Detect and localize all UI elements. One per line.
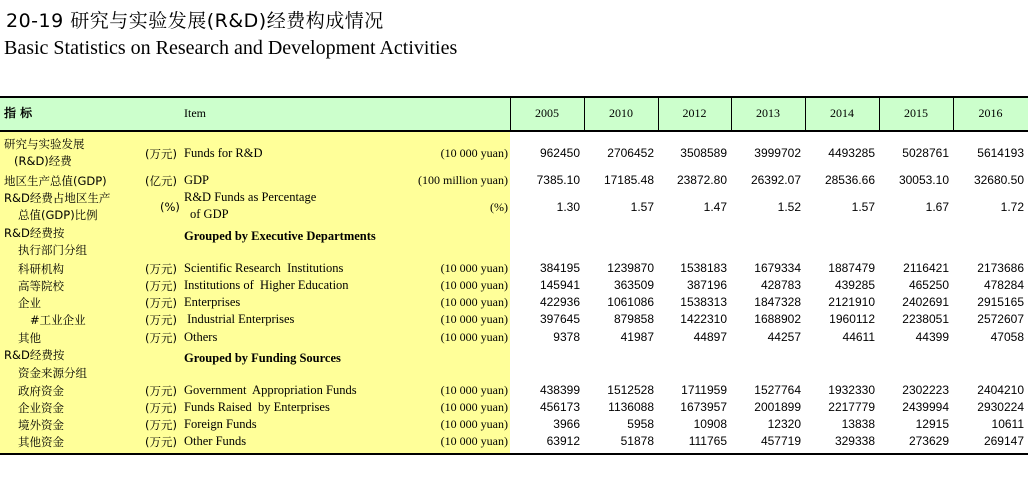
table-cell-value: 5028761 <box>902 145 949 160</box>
table-cell-value: 1527764 <box>754 383 801 397</box>
table-cell-value: 2302223 <box>902 383 949 397</box>
row-unit-english: (10 000 yuan) <box>440 383 508 397</box>
table-cell-value: 962450 <box>539 145 580 160</box>
table-cell-value: 17185.48 <box>603 172 654 187</box>
table-cell-value: 41987 <box>620 330 654 344</box>
table-cell-value: 4493285 <box>828 145 875 160</box>
table-cell-value: 439285 <box>834 278 875 292</box>
row-label-chinese: 境外资金 <box>18 418 64 432</box>
header-indicator: 指 标 <box>4 106 33 120</box>
row-label-chinese: 其他 <box>18 331 41 345</box>
table-cell-value: 1.30 <box>556 199 580 214</box>
row-label-chinese: 资金来源分组 <box>18 365 87 380</box>
table-cell-value: 422936 <box>539 295 580 309</box>
row-label-english: Institutions of Higher Education <box>184 278 349 292</box>
row-unit-chinese: (亿元) <box>145 173 177 188</box>
table-cell-value: 3999702 <box>754 145 801 160</box>
table-cell-value: 329338 <box>834 434 875 448</box>
table-cell-value: 30053.10 <box>898 172 949 187</box>
row-label-chinese: 执行部门分组 <box>18 243 87 257</box>
table-cell-value: 5614193 <box>977 145 1024 160</box>
table-row <box>0 329 1028 346</box>
row-unit-chinese: (万元) <box>145 313 177 327</box>
table-cell-value: 1847328 <box>754 295 801 309</box>
table-cell-value: 26392.07 <box>750 172 801 187</box>
table-cell-value: 23872.80 <box>676 172 727 187</box>
table-cell-value: 47058 <box>990 330 1024 344</box>
row-unit-english: (10 000 yuan) <box>440 261 508 275</box>
table-cell-value: 10611 <box>991 417 1024 431</box>
table-cell-value: 2238051 <box>902 312 949 326</box>
table-cell-value: 51878 <box>620 434 654 448</box>
row-label-english: Industrial Enterprises <box>184 312 295 326</box>
row-unit-english: (10 000 yuan) <box>440 434 508 448</box>
table-row <box>0 294 1028 311</box>
table-cell-value: 13838 <box>841 417 875 431</box>
row-label-chinese: 总值(GDP)比例 <box>18 208 98 222</box>
row-label-english: R&D Funds as Percentage <box>184 190 317 204</box>
table-cell-value: 1422310 <box>680 312 727 326</box>
header-year: 2014 <box>830 106 854 120</box>
table-cell-value: 363509 <box>613 278 654 292</box>
table-cell-value: 1.72 <box>1000 199 1024 214</box>
row-unit-english: (10 000 yuan) <box>440 330 508 344</box>
row-label-chinese: 企业资金 <box>18 401 64 415</box>
row-unit-english: (10 000 yuan) <box>440 400 508 414</box>
table-cell-value: 7385.10 <box>536 172 580 187</box>
row-unit-chinese: (万元) <box>145 146 177 161</box>
table-cell-value: 32680.50 <box>973 172 1024 187</box>
table-row <box>0 171 1028 189</box>
table-cell-value: 44257 <box>767 330 801 344</box>
table-cell-value: 9378 <box>553 330 580 344</box>
table-cell-value: 1.57 <box>630 199 654 214</box>
table-cell-value: 12915 <box>915 417 949 431</box>
table-cell-value: 457719 <box>760 434 801 448</box>
table-cell-value: 1679334 <box>754 261 801 275</box>
row-unit-chinese: (万元) <box>145 435 177 449</box>
table-cell-value: 2404210 <box>977 383 1024 397</box>
table-cell-value: 1538313 <box>680 295 727 309</box>
row-label-english: Scientific Research Institutions <box>184 261 344 275</box>
table-cell-value: 1.47 <box>703 199 727 214</box>
row-unit-english: (100 million yuan) <box>418 172 508 187</box>
row-label-chinese: 政府资金 <box>18 384 64 398</box>
table-cell-value: 2439994 <box>902 400 949 414</box>
section-row <box>0 225 1028 259</box>
header-year: 2016 <box>978 106 1003 120</box>
table-row <box>0 190 1028 224</box>
table-cell-value: 44399 <box>915 330 949 344</box>
table-cell-value: 1239870 <box>607 261 654 275</box>
table-cell-value: 1.57 <box>851 199 875 214</box>
row-label-english: Funds Raised by Enterprises <box>184 400 330 414</box>
row-label-chinese: 企业 <box>18 296 41 310</box>
table-cell-value: 397645 <box>539 312 580 326</box>
row-label-chinese: 高等院校 <box>18 279 64 293</box>
row-label-english: Grouped by Funding Sources <box>184 351 341 365</box>
row-label-chinese: R&D经费按 <box>4 226 65 240</box>
table-cell-value: 438399 <box>539 383 580 397</box>
row-unit-english: (10 000 yuan) <box>440 295 508 309</box>
table-cell-value: 2116421 <box>903 261 949 275</box>
header-year: 2012 <box>682 106 707 120</box>
section-row <box>0 347 1028 382</box>
row-label-chinese: R&D经费占地区生产 <box>4 191 111 205</box>
row-unit-chinese: (万元) <box>145 262 177 276</box>
row-label-english: Government Appropriation Funds <box>184 383 357 397</box>
row-unit-chinese: (万元) <box>145 331 177 345</box>
table-cell-value: 12320 <box>767 417 801 431</box>
table-row <box>0 382 1028 399</box>
table-row <box>0 310 1028 329</box>
table-cell-value: 1.67 <box>925 199 949 214</box>
table-cell-value: 1136088 <box>608 400 654 414</box>
row-label-english: Other Funds <box>184 434 247 448</box>
table-cell-value: 2121910 <box>828 295 875 309</box>
column-divider <box>953 96 954 130</box>
table-row <box>0 433 1028 450</box>
row-unit-chinese: (%) <box>160 199 180 214</box>
table-row <box>0 136 1028 170</box>
row-label-english-continued: of GDP <box>190 207 229 221</box>
table-row <box>0 260 1028 277</box>
row-label-english: Foreign Funds <box>184 417 257 431</box>
table-cell-value: 145941 <box>539 278 580 292</box>
row-unit-english: (10 000 yuan) <box>440 417 508 431</box>
table-cell-value: 2001899 <box>754 400 801 414</box>
column-divider <box>510 96 511 130</box>
row-label-english: Funds for R&D <box>184 145 263 160</box>
row-unit-english: (10 000 yuan) <box>440 278 508 292</box>
row-unit-english: (10 000 yuan) <box>440 312 508 326</box>
table-row <box>0 399 1028 416</box>
row-label-english: Grouped by Executive Departments <box>184 229 376 243</box>
table-cell-value: 111765 <box>688 434 727 448</box>
row-unit-english: (10 000 yuan) <box>440 145 508 160</box>
row-label-chinese: #工业企业 <box>30 313 86 327</box>
table-cell-value: 1711959 <box>681 383 727 397</box>
header-year: 2010 <box>609 106 633 120</box>
table-cell-value: 384195 <box>539 261 580 275</box>
table-cell-value: 44611 <box>842 330 875 344</box>
table-cell-value: 2572607 <box>977 312 1024 326</box>
table-cell-value: 10908 <box>693 417 727 431</box>
column-divider <box>731 96 732 130</box>
table-cell-value: 28536.66 <box>824 172 875 187</box>
table-cell-value: 44897 <box>693 330 727 344</box>
header-year: 2015 <box>904 106 928 120</box>
row-unit-chinese: (万元) <box>145 279 177 293</box>
statistics-table <box>0 96 1028 455</box>
table-row <box>0 416 1028 433</box>
header-item: Item <box>184 106 206 120</box>
row-unit-chinese: (万元) <box>145 418 177 432</box>
row-unit-chinese: (万元) <box>145 296 177 310</box>
table-title-chinese: 20-19 研究与实验发展(R&D)经费构成情况 <box>6 10 384 32</box>
table-cell-value: 478284 <box>983 278 1024 292</box>
row-label-english: Others <box>184 330 218 344</box>
bottom-rule <box>0 453 1028 455</box>
row-label-chinese: (R&D)经费 <box>14 154 72 168</box>
row-unit-chinese: (万元) <box>145 401 177 415</box>
table-cell-value: 63912 <box>546 434 580 448</box>
table-cell-value: 1688902 <box>754 312 801 326</box>
row-unit-chinese: (万元) <box>145 384 177 398</box>
header-rule <box>0 130 1028 132</box>
table-cell-value: 2402691 <box>902 295 949 309</box>
table-cell-value: 1673957 <box>680 400 727 414</box>
table-cell-value: 2915165 <box>977 295 1024 309</box>
table-cell-value: 269147 <box>983 434 1024 448</box>
row-label-english: GDP <box>184 172 210 187</box>
table-cell-value: 273629 <box>908 434 949 448</box>
column-divider <box>805 96 806 130</box>
table-cell-value: 3966 <box>553 417 580 431</box>
table-cell-value: 1932330 <box>828 383 875 397</box>
row-label-chinese: 地区生产总值(GDP) <box>4 173 107 188</box>
column-divider <box>658 96 659 130</box>
table-cell-value: 1960112 <box>829 312 875 326</box>
row-unit-english: (%) <box>490 199 508 214</box>
table-cell-value: 1.52 <box>777 199 801 214</box>
row-label-chinese: 研究与实验发展 <box>4 137 85 151</box>
column-divider <box>879 96 880 130</box>
column-divider <box>584 96 585 130</box>
table-cell-value: 456173 <box>539 400 580 414</box>
table-cell-value: 1061086 <box>607 295 654 309</box>
header-year: 2005 <box>535 106 559 120</box>
table-cell-value: 1512528 <box>607 383 654 397</box>
row-label-english: Enterprises <box>184 295 241 309</box>
table-cell-value: 5958 <box>627 417 654 431</box>
table-cell-value: 1887479 <box>828 261 875 275</box>
table-cell-value: 1538183 <box>680 261 727 275</box>
table-cell-value: 2217779 <box>828 400 875 414</box>
header-year: 2013 <box>756 106 780 120</box>
table-cell-value: 428783 <box>760 278 801 292</box>
row-label-chinese: R&D经费按 <box>4 348 65 362</box>
table-cell-value: 2173686 <box>977 261 1024 275</box>
row-label-chinese: 科研机构 <box>18 262 64 276</box>
table-cell-value: 465250 <box>908 278 949 292</box>
table-title-english: Basic Statistics on Research and Development Activities <box>4 37 458 59</box>
table-cell-value: 387196 <box>686 278 727 292</box>
table-row <box>0 277 1028 294</box>
table-cell-value: 2930224 <box>977 400 1024 414</box>
table-cell-value: 3508589 <box>680 145 727 160</box>
table-cell-value: 879858 <box>613 312 654 326</box>
row-label-chinese: 其他资金 <box>18 435 64 449</box>
table-cell-value: 2706452 <box>607 145 654 160</box>
